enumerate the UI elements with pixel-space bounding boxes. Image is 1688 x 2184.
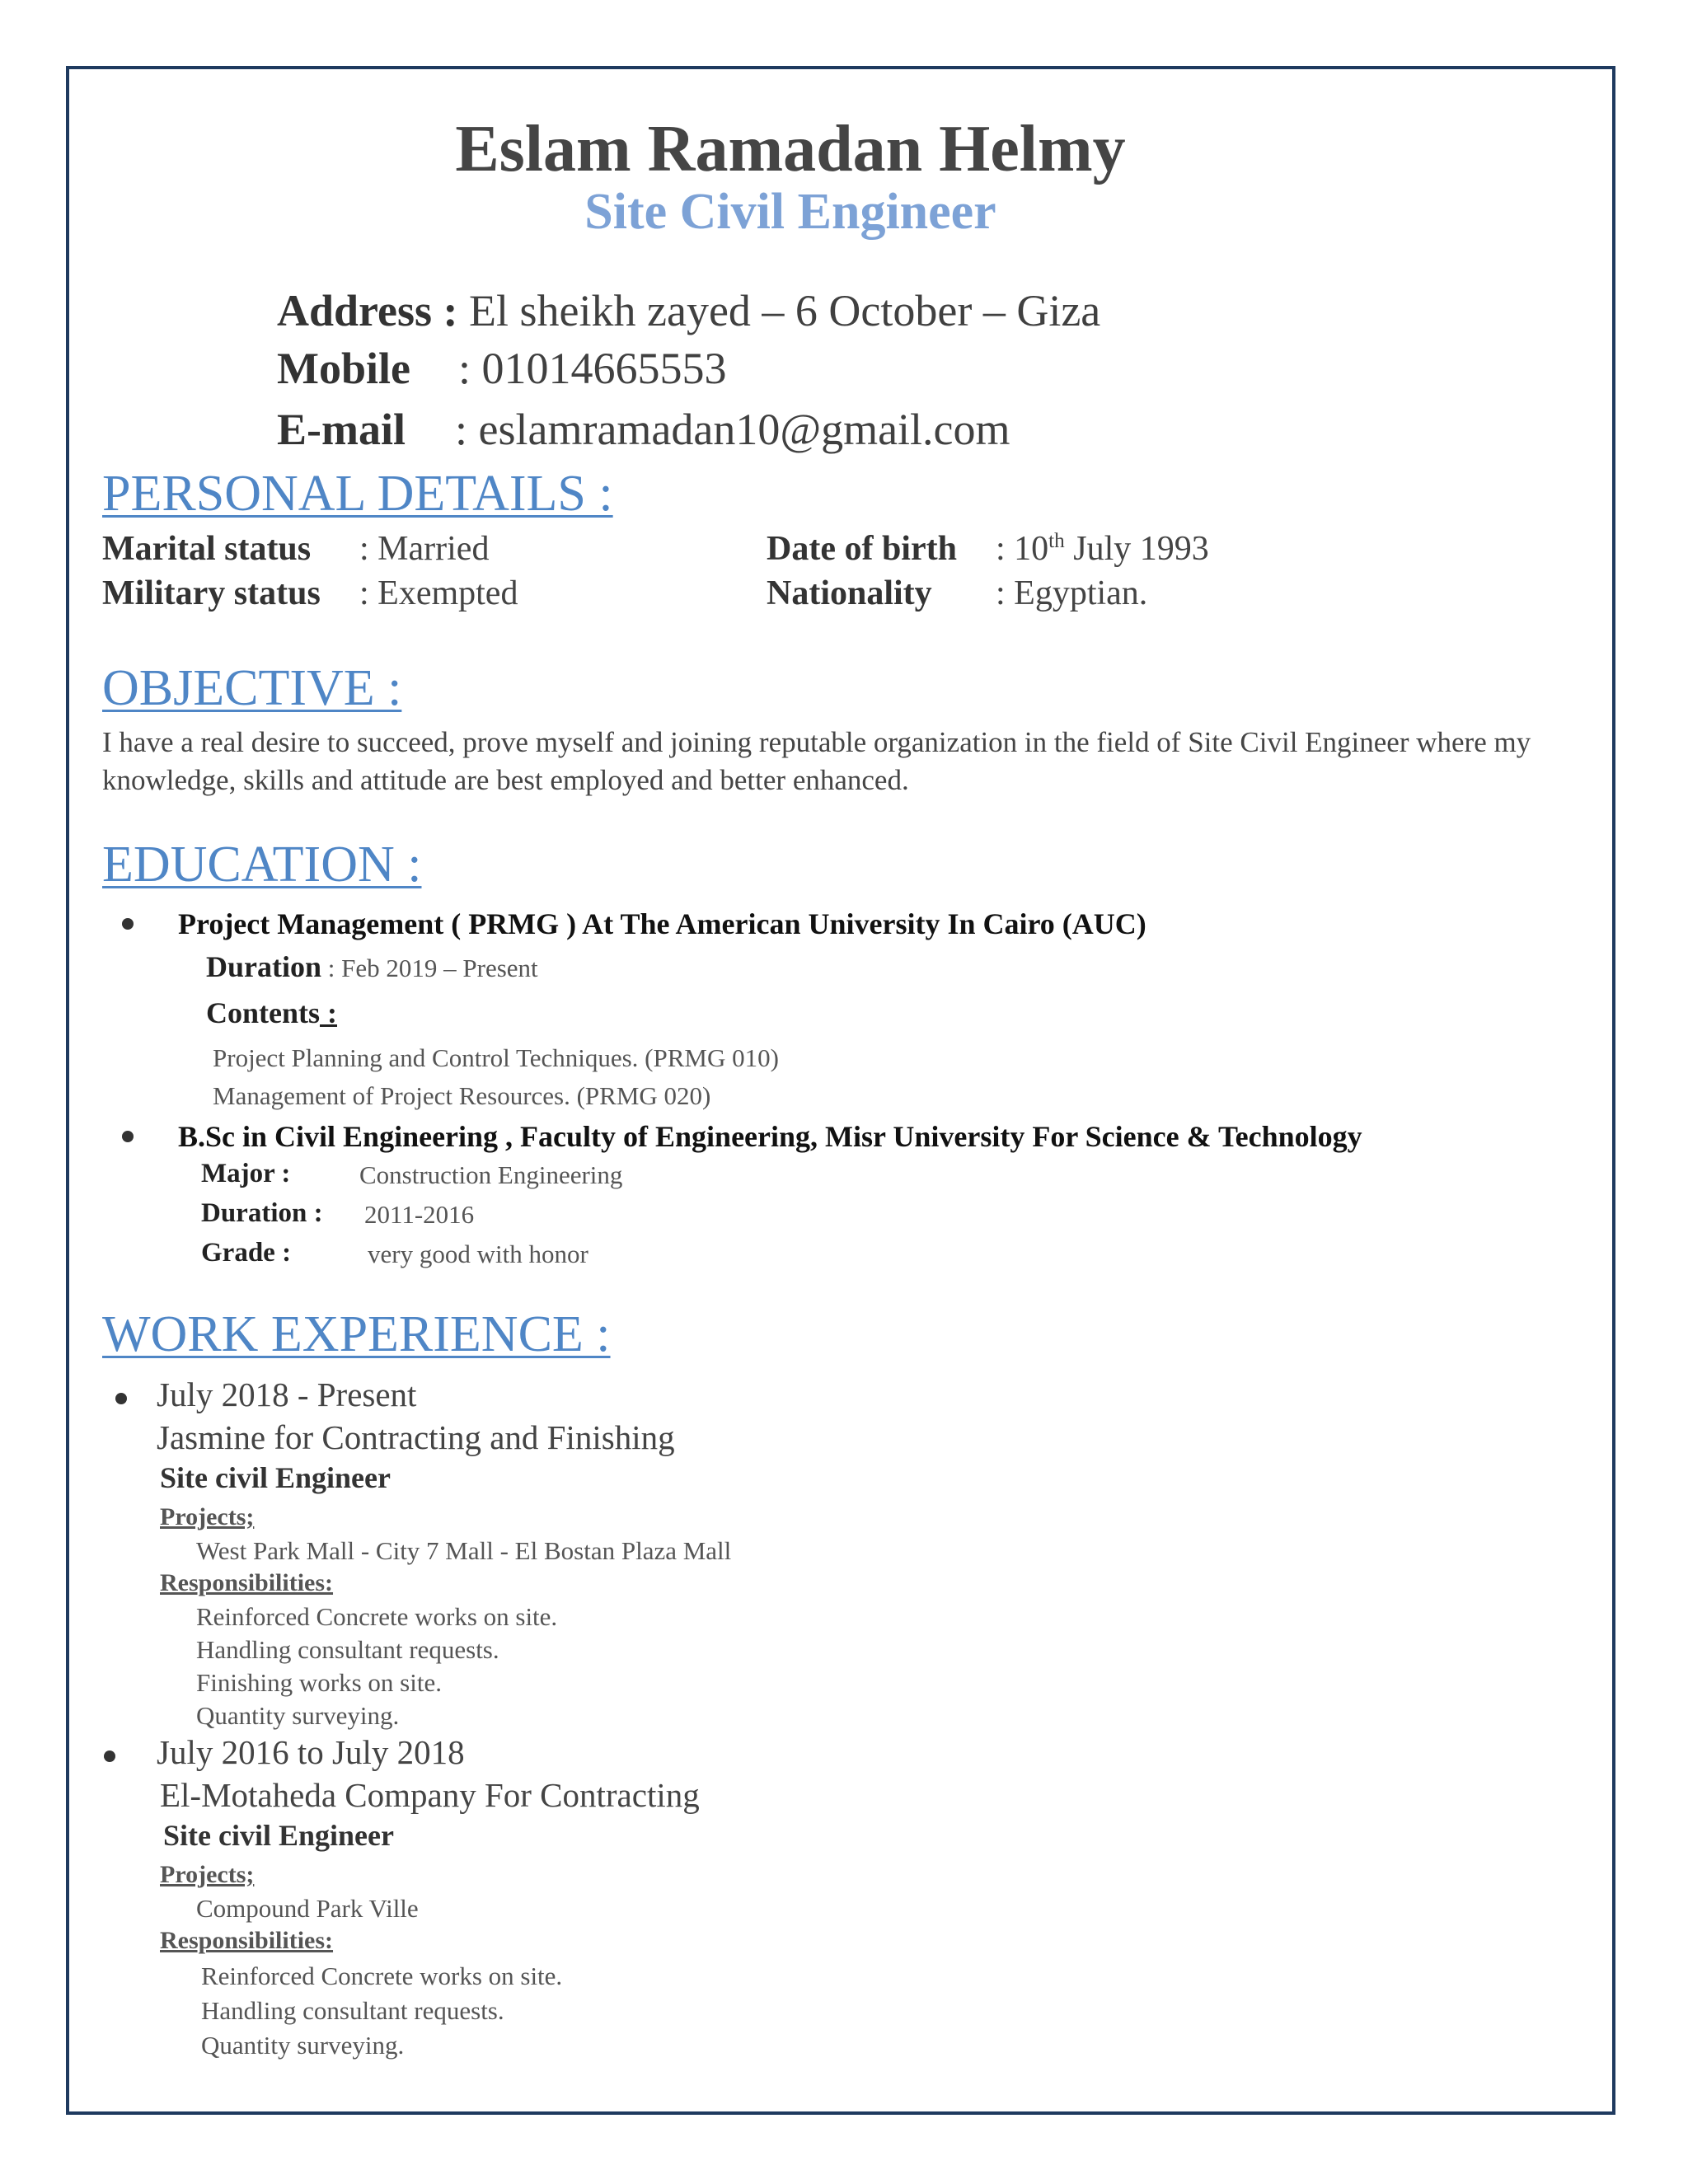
edu-item1-duration-label: Duration: [206, 950, 322, 983]
edu-item2-duration-value: 2011-2016: [364, 1200, 475, 1229]
dob-month-year: July 1993: [1064, 530, 1209, 568]
military-label: [102, 574, 321, 613]
edu-item1-content-2: Management of Project Resources. (PRMG 020): [213, 1081, 711, 1110]
edu-item1-contents: [206, 996, 337, 1030]
address-row: [277, 285, 1100, 336]
education-heading: EDUCATION :: [102, 837, 422, 893]
edu-item1-duration-value: : Feb 2019 – Present: [321, 954, 538, 982]
marital-label-text: Marital status: [102, 530, 312, 568]
mobile-value: : 01014665553: [458, 344, 727, 393]
email-row: [277, 404, 406, 455]
edu-item2-major-label: Major :: [201, 1159, 291, 1188]
bullet-icon: [115, 1393, 127, 1404]
edu-item1-duration: [206, 949, 538, 984]
marital-label: [102, 529, 311, 569]
job1-resp-1: Reinforced Concrete works on site.: [196, 1602, 558, 1631]
nationality-label: [767, 574, 932, 613]
job1-company: Jasmine for Contracting and Finishing: [157, 1418, 675, 1456]
bullet-icon: [122, 1131, 134, 1142]
job1-role: Site civil Engineer: [160, 1461, 391, 1494]
bullet-icon: [104, 1750, 115, 1762]
edu-item1-title: Project Management ( PRMG ) At The American University In Cairo (AUC): [178, 907, 1146, 940]
job2-date: July 2016 to July 2018: [157, 1733, 465, 1771]
job2-resp-2: Handling consultant requests.: [201, 1996, 504, 2025]
edu-item2-grade-label: Grade :: [201, 1238, 292, 1268]
bullet-icon: [122, 918, 134, 930]
job2-resp-1: Reinforced Concrete works on site.: [201, 1961, 563, 1990]
marital-value: : Married: [359, 530, 490, 568]
job-title-text: Site Civil Engineer: [584, 184, 996, 240]
job1-resp-4: Quantity surveying.: [196, 1701, 400, 1730]
dob-day: : 10: [996, 530, 1049, 568]
dob-suffix: th: [1048, 530, 1065, 552]
mobile-label: Mobile: [277, 344, 410, 393]
candidate-name-text: Eslam Ramadan Helmy: [455, 113, 1126, 185]
dob-label-text: Date of birth: [767, 530, 957, 568]
email-value: : eslamramadan10@gmail.com: [455, 405, 1010, 454]
mobile-row: [277, 343, 410, 394]
job1-resp-label: Responsibilities:: [160, 1569, 334, 1596]
nationality-label-text: Nationality: [767, 574, 932, 612]
candidate-name: [69, 112, 1619, 187]
nationality-value: : Egyptian.: [996, 574, 1148, 612]
job1-projects: West Park Mall - City 7 Mall - El Bostan Plaza Mall: [196, 1536, 732, 1565]
edu-item1-content-1: Project Planning and Control Techniques. (PRMG 010): [213, 1043, 779, 1072]
edu-item1-contents-label: Contents: [206, 996, 321, 1029]
job1-projects-label: Projects;: [160, 1503, 255, 1530]
personal-details-heading: PERSONAL DETAILS :: [102, 466, 613, 522]
job1-resp-3: Finishing works on site.: [196, 1668, 442, 1697]
job2-projects: Compound Park Ville: [196, 1894, 419, 1923]
email-label: E-mail: [277, 405, 406, 454]
resume-frame: [66, 66, 1615, 2115]
address-value: El sheikh zayed – 6 October – Giza: [469, 286, 1101, 335]
address-label: Address :: [277, 286, 458, 335]
edu-item2-major-value: Construction Engineering: [359, 1160, 623, 1189]
work-experience-heading: WORK EXPERIENCE :: [102, 1306, 611, 1362]
job2-projects-label: Projects;: [160, 1861, 255, 1888]
job1-date: July 2018 - Present: [157, 1376, 417, 1413]
dob-label: [767, 529, 957, 569]
military-label-text: Military status: [102, 574, 321, 612]
edu-item2-title: B.Sc in Civil Engineering , Faculty of Engineering, Misr University For Science & Technology: [178, 1120, 1362, 1153]
edu-item1-contents-colon: :: [320, 996, 338, 1029]
objective-text: I have a real desire to succeed, prove myself and joining reputable organization in the field of Site Civil Engineer where my knowledge, skills and attitude are best employed and better enhanced.: [102, 726, 1531, 796]
edu-item2-duration-label: Duration :: [201, 1198, 323, 1228]
job-title: [69, 183, 1619, 241]
military-value: : Exempted: [359, 574, 518, 612]
dob-value: [996, 529, 1209, 569]
job2-resp-3: Quantity surveying.: [201, 2031, 405, 2060]
job1-resp-2: Handling consultant requests.: [196, 1635, 499, 1664]
edu-item2-grade-value: very good with honor: [368, 1240, 588, 1268]
job2-company: El-Motaheda Company For Contracting: [160, 1776, 700, 1814]
objective-heading: OBJECTIVE :: [102, 660, 402, 716]
job2-resp-label: Responsibilities:: [160, 1927, 334, 1954]
job2-role: Site civil Engineer: [163, 1819, 394, 1852]
